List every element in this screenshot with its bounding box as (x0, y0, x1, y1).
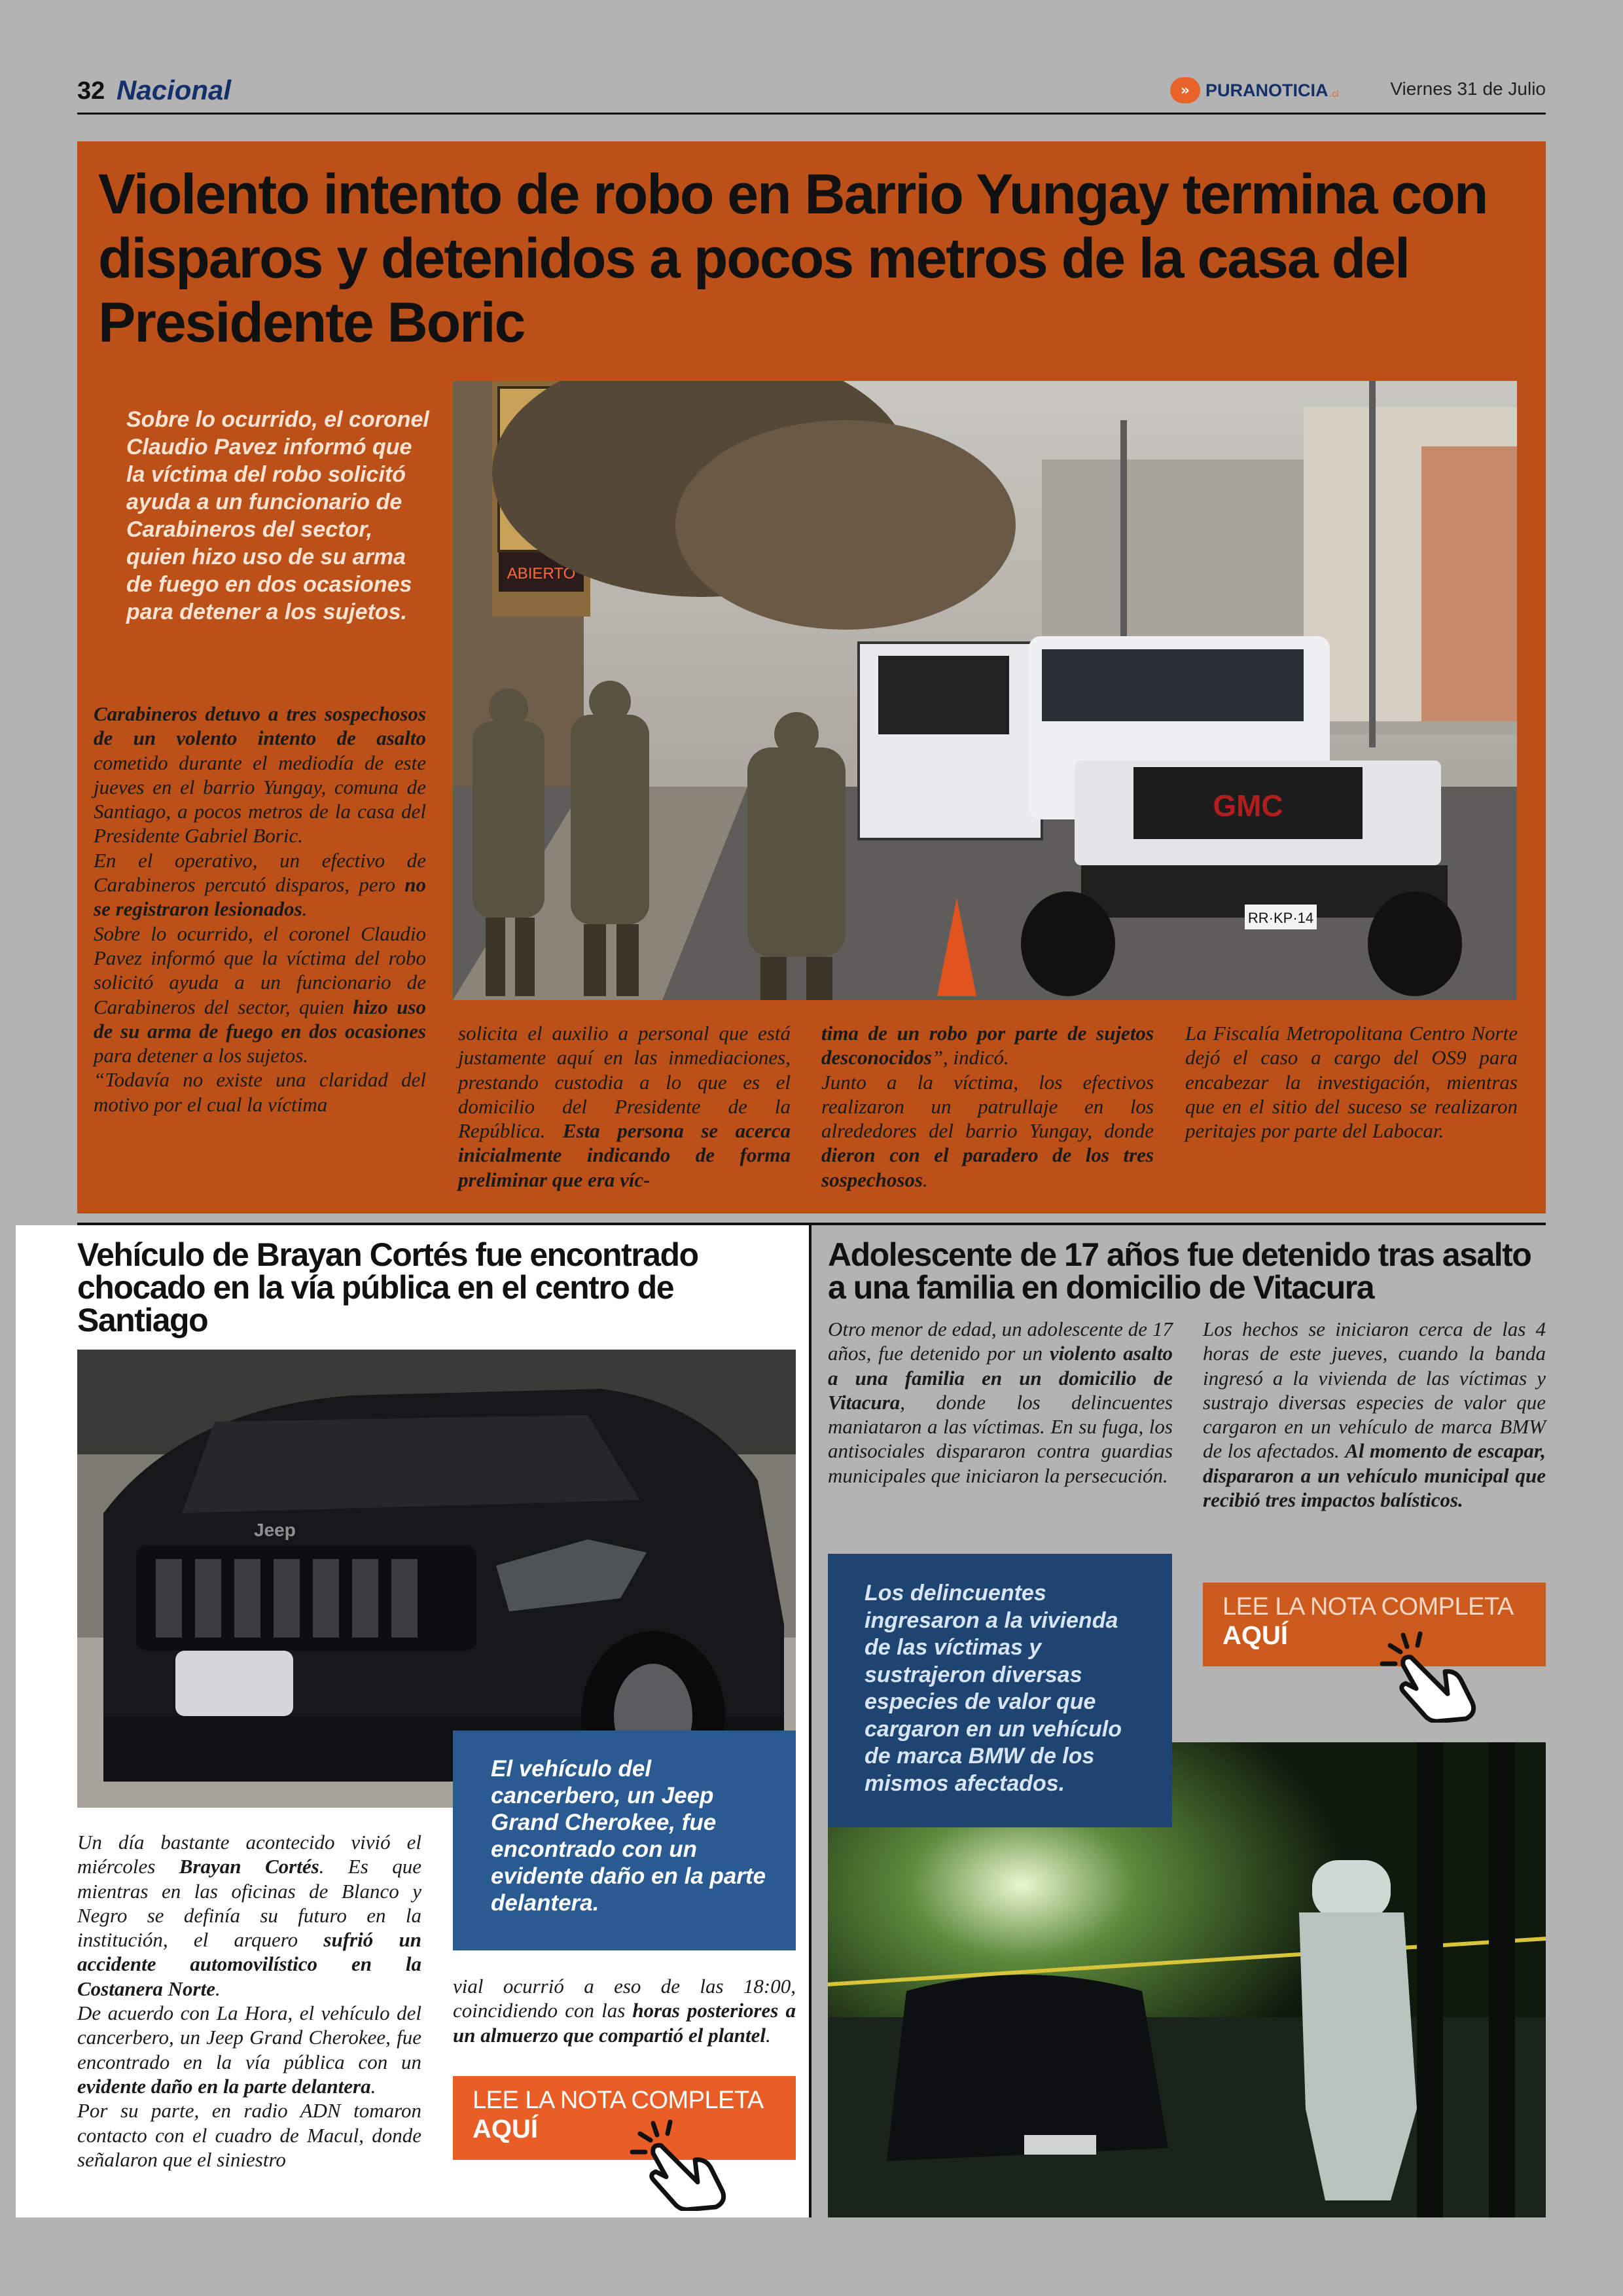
feature-p2-bold: no se registraron lesionados (94, 873, 426, 921)
feature-photo-police-scene (453, 381, 1517, 1000)
page-number: 32 (77, 77, 105, 105)
puranoticia-logo-icon: » (1170, 77, 1200, 103)
sl-p3-text: Por su parte, en radio ADN tomaron contacto con el cuadro de Macul, donde señalaron que el siniestro (77, 2099, 421, 2171)
sl-col2-bold: horas posteriores a un almuerzo que compartió el plantel (453, 1999, 796, 2047)
feature-p3-end: para detener a los sujetos. (94, 1044, 309, 1067)
feature-lead-bold: Carabineros detuvo a tres sospechosos de un volento intento de asalto (94, 702, 426, 750)
feature-headline: Violento intento de robo en Barrio Yungay termina con disparos y detenidos a pocos metros de la casa del Presidente Boric (98, 163, 1488, 354)
sr-col2-bold: Al momento de escapar, dispararon a un vehículo municipal que recibió tres impactos balísticos. (1203, 1439, 1546, 1512)
story-right-column-2 (1203, 1317, 1546, 1512)
logo-suffix: .cl (1329, 88, 1339, 99)
sl-p1-end: . (215, 1977, 221, 2000)
photo-truck-brand: GMC (1213, 789, 1283, 823)
feature-column-4 (1185, 1021, 1518, 1143)
feature-column-3 (821, 1021, 1154, 1192)
section-divider-vertical (809, 1225, 812, 2217)
read-full-story-button-right[interactable] (1203, 1583, 1546, 1666)
story-left-pull-quote: El vehículo del cancerbero, un Jeep Grand Cherokee, fue encontrado con un evidente daño en la parte delantera. (453, 1731, 796, 1950)
issue-date: Viernes 31 de Julio (1390, 79, 1546, 99)
sl-p2-bold: evidente daño en la parte delantera (77, 2074, 371, 2098)
feature-col2-text: solicita el auxilio a personal que está justamente aquí en las inmediaciones, prestando custodia a lo que es el domicilio del Presidente de la República. (458, 1022, 791, 1143)
feature-col3-bold: tima de un robo por parte de sujetos desconocidos (821, 1022, 1154, 1069)
story-right-pull-quote: Los delincuentes ingresaron a la vivienda de las víctimas y sustrajeron diversas especies de valor que cargaron en un vehículo de marca BMW de los mismos afectados. (828, 1554, 1172, 1827)
story-left-headline: Vehículo de Brayan Cortés fue encontrado chocado en la vía pública en el centro de Santiago (77, 1236, 698, 1338)
feature-p2-end: . (302, 897, 308, 921)
sl-col2-text: vial ocurrió a eso de las 18:00, coincidiendo con las (453, 1975, 796, 2022)
photo-plate: RR·KP·14 (1247, 910, 1314, 926)
feature-column-1 (94, 702, 426, 1117)
story-right-headline: Adolescente de 17 años fue detenido tras asalto a una familia en domicilio de Vitacura (828, 1236, 1531, 1306)
feature-p3-bold: hizo uso de su arma de fuego en dos ocasiones (94, 995, 426, 1043)
photo-jeep-brand: Jeep (254, 1520, 296, 1540)
read-full-story-button-left[interactable] (453, 2076, 796, 2160)
sr-col2-text: Los hechos se iniciaron cerca de las 4 horas de este jueves, cuando la banda ingresó a la vivienda de las víctimas y sustrajo diversas especies de valor que cargaron en un vehículo de marca BMW de los afectados. (1203, 1318, 1546, 1463)
pointing-hand-click-icon[interactable] (627, 2119, 738, 2211)
story-left-column-2 (453, 1974, 796, 2047)
feature-p4-text: “Todavía no existe una claridad del motivo por el cual la víctima (94, 1068, 426, 1116)
feature-col3-text: ”, indicó. (931, 1046, 1009, 1069)
sl-p1-bold-2: sufrió un accidente automovilístico en la Costanera Norte (77, 1928, 421, 2000)
sl-p2-text: De acuerdo con La Hora, el vehículo del cancerbero, un Jeep Grand Cherokee, fue encontrado en la vía pública con un (77, 2001, 421, 2073)
feature-column-2 (458, 1021, 791, 1192)
story-right-column-1 (828, 1317, 1173, 1488)
cta-line-1: LEE LA NOTA COMPLETA (473, 2087, 764, 2114)
feature-p3-text: Sobre lo ocurrido, el coronel Claudio Pavez informó que la víctima del robo solicitó ayuda a un funcionario de Carabineros del sector, quien (94, 922, 426, 1018)
section-name: Nacional (116, 75, 232, 105)
sl-p1-text-b: . Es que mientras en las oficinas de Blanco y Negro se definía su futuro en la institución, el arquero (77, 1855, 421, 1952)
sl-p2-end: . (370, 2074, 376, 2098)
cta-line-2: AQUÍ (473, 2115, 538, 2144)
feature-col3-p2-end: . (923, 1168, 928, 1191)
photo-sign-open: ABIERTO (507, 565, 576, 583)
header-divider (77, 113, 1546, 115)
feature-col4-text: La Fiscalía Metropolitana Centro Norte dejó el caso a cargo del OS9 para encabezar la investigación, mientras que en el sitio del suceso se realizaron peritajes por parte del Labocar. (1185, 1022, 1518, 1143)
sr-col1-text: Otro menor de edad, un adolescente de 17 años, fue detenido por un (828, 1318, 1173, 1365)
feature-col3-p2-bold: dieron con el paradero de los tres sospechosos (821, 1143, 1154, 1191)
sr-col1-end: , donde los delincuentes maniataron a las víctimas. En su fuga, los antisociales dispararon contra guardias municipales que iniciaron la persecución. (828, 1390, 1173, 1487)
logo-text: PURANOTICIA (1205, 80, 1329, 100)
cta-line-1: LEE LA NOTA COMPLETA (1222, 1593, 1514, 1621)
puranoticia-logo[interactable] (1170, 77, 1339, 103)
sl-col2-end: . (765, 2023, 771, 2047)
cta-line-2: AQUÍ (1222, 1621, 1288, 1650)
feature-col3-p2: Junto a la víctima, los efectivos realizaron un patrullaje en los alrededores del barrio Yungay, donde (821, 1070, 1154, 1143)
sr-col1-bold: violento asalto a una familia en un domicilio de Vitacura (828, 1342, 1173, 1414)
sl-p1-bold: Brayan Cortés (179, 1855, 319, 1878)
feature-p2-text: En el operativo, un efectivo de Carabineros percutó disparos, pero (94, 848, 426, 897)
story-left-column-1 (77, 1830, 421, 2172)
feature-col2-bold: Esta persona se acerca inicialmente indicando de forma preliminar que era víc- (458, 1119, 791, 1191)
feature-lead-text: cometido durante el mediodía de este jueves en el barrio Yungay, comuna de Santiago, a pocos metros de la casa del Presidente Gabriel Boric. (94, 751, 426, 848)
pointing-hand-click-icon[interactable] (1377, 1631, 1488, 1723)
feature-pull-quote: Sobre lo ocurrido, el coronel Claudio Pavez informó que la víctima del robo solicitó ayuda a un funcionario de Carabineros del sector, quien hizo uso de su arma de fuego en dos ocasiones para detener a los sujetos. (126, 407, 429, 624)
sl-p1-text: Un día bastante acontecido vivió el miércoles (77, 1831, 421, 1878)
